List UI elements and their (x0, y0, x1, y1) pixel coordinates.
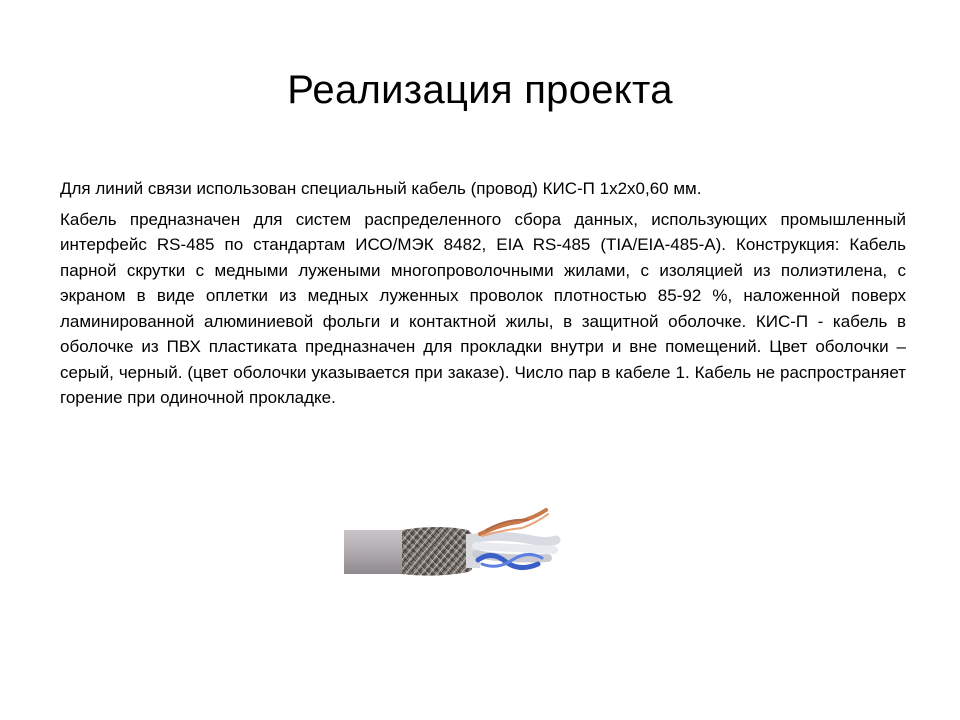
slide-title: Реализация проекта (287, 68, 673, 112)
paragraph-description: Кабель предназначен для систем распределенного сбора данных, использующих промышленный интерфейс RS-485 по стандартам ИСО/МЭК 8482, EIA RS-485 (TIA/EIA-485-A). Конструкция: Кабель парной скрутки с медными лужеными многопроволочными жилами, с изоляцией из полиэтилена, с экраном в виде оплетки из медных луженных проволок плотностью 85-92 %, наложенной поверх ламинированной алюминиевой фольги и контактной жилы, в защитной оболочке. КИС-П - кабель в оболочке из ПВХ пластиката предназначен для прокладки внутри и вне помещений. Цвет оболочки – серый, черный. (цвет оболочки указывается при заказе). Число пар в кабеле 1. Кабель не распространяет горение при одиночной прокладке. (60, 209, 906, 407)
slide-body (60, 176, 906, 411)
paragraph-intro: Для линий связи использован специальный кабель (провод) КИС-П 1х2х0,60 мм. (60, 179, 702, 198)
cable-jacket (344, 530, 404, 574)
cable-image (342, 500, 562, 584)
cable-white-wire (476, 536, 556, 541)
